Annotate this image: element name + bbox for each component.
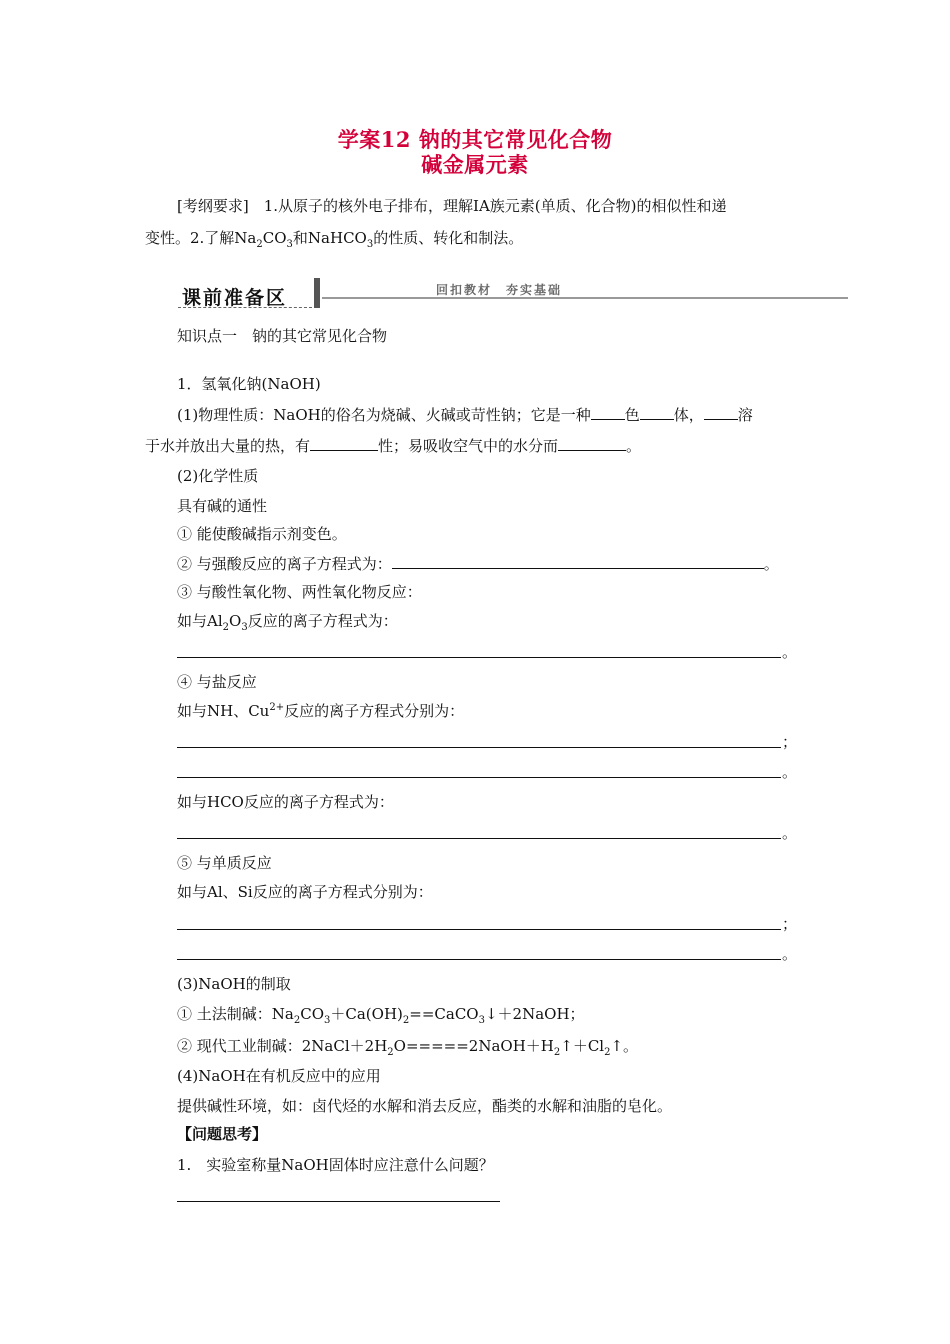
semicolon: ； xyxy=(782,733,798,751)
section-divider-rule xyxy=(322,297,848,299)
fill-blank[interactable] xyxy=(591,404,625,420)
question-heading: 【问题思考】 xyxy=(177,1125,268,1143)
period: 。 xyxy=(782,945,798,963)
requirements-text-1: 1.从原子的核外电子排布，理解ⅠA族元素(单质、化合物)的相似性和递 xyxy=(263,197,727,215)
physical-text-g: 。 xyxy=(626,437,642,455)
sub: 3 xyxy=(478,1015,485,1026)
text: ↑。 xyxy=(610,1037,639,1055)
requirements-line-2 xyxy=(145,228,523,248)
sub: 2 xyxy=(256,239,263,250)
organic-text: 提供碱性环境，如：卤代烃的水解和消去反应，酯类的水解和油脂的皂化。 xyxy=(177,1097,673,1115)
answer-line[interactable] xyxy=(177,776,781,778)
prep-item-2 xyxy=(177,1036,638,1056)
requirements-line-1 xyxy=(177,196,727,216)
knowledge-point: 知识点一 钠的其它常见化合物 xyxy=(177,327,388,345)
chem-item-2 xyxy=(177,553,779,574)
sub: 3 xyxy=(286,239,293,250)
period: 。 xyxy=(782,824,798,842)
physical-properties-line-1 xyxy=(177,404,753,425)
text: ① 土法制碱：Na xyxy=(177,1005,294,1023)
sub: 2 xyxy=(293,1015,301,1026)
chem-item-4-sub xyxy=(177,701,464,721)
physical-text-e: 于水并放出大量的热，有 xyxy=(145,437,311,455)
requirements-label: [考纲要求] xyxy=(177,197,249,215)
title-line-1: 学案12 钠的其它常见化合物 xyxy=(337,127,613,152)
answer-line[interactable] xyxy=(177,746,781,748)
answer-line[interactable] xyxy=(177,1200,500,1202)
chem-item-4-hco: 如与HCO反应的离子方程式为： xyxy=(177,793,394,811)
sub: 2 xyxy=(604,1047,611,1058)
answer-line[interactable] xyxy=(177,837,781,839)
sub: 3 xyxy=(241,622,248,633)
chem-item-5: ⑤ 与单质反应 xyxy=(177,854,272,872)
section-divider-bar xyxy=(314,278,320,308)
fill-blank[interactable] xyxy=(704,404,738,420)
chemical-heading: (2)化学性质 xyxy=(177,467,259,485)
semicolon: ； xyxy=(782,915,798,933)
text: ↓＋2NaOH； xyxy=(484,1005,585,1023)
chem-item-3: ③ 与酸性氧化物、两性氧化物反应： xyxy=(177,583,422,601)
fill-blank[interactable] xyxy=(558,435,626,451)
period: 。 xyxy=(782,643,798,661)
common-property: 具有碱的通性 xyxy=(177,497,268,515)
sub: 2 xyxy=(387,1047,394,1058)
physical-text-d: 溶 xyxy=(737,406,753,424)
physical-text-f: 性；易吸收空气中的水分而 xyxy=(378,437,559,455)
physical-properties-line-2 xyxy=(145,435,641,456)
text: 反应的离子方程式为： xyxy=(247,612,398,630)
text: ==CaCO xyxy=(409,1005,479,1023)
text: ＋Ca(OH) xyxy=(330,1005,403,1023)
sup: 2+ xyxy=(269,702,285,713)
text: 如与NH、Cu xyxy=(177,702,270,720)
requirements-text-2c: 和NaHCO xyxy=(292,229,367,247)
fill-blank[interactable] xyxy=(310,435,378,451)
answer-line[interactable] xyxy=(177,958,781,960)
text: 反应的离子方程式分别为： xyxy=(284,702,465,720)
chem-item-5-sub: 如与Al、Si反应的离子方程式分别为： xyxy=(177,883,433,901)
chem-item-2-text: ② 与强酸反应的离子方程式为： xyxy=(177,555,392,573)
answer-line[interactable] xyxy=(177,656,781,658)
text: O xyxy=(229,612,242,630)
section-heading-underline xyxy=(178,307,312,308)
requirements-text-2d: 的性质、转化和制法。 xyxy=(373,229,524,247)
chem-item-1: ① 能使酸碱指示剂变色。 xyxy=(177,525,347,543)
text: O=====2NaOH＋H xyxy=(393,1037,554,1055)
requirements-text-2a: 变性。2.了解Na xyxy=(145,229,257,247)
organic-heading: (4)NaOH在有机反应中的应用 xyxy=(177,1067,381,1085)
title-line-2: 碱金属元素 xyxy=(421,152,529,177)
text: 如与Al xyxy=(177,612,223,630)
physical-text-a: (1)物理性质：NaOH的俗名为烧碱、火碱或苛性钠；它是一种 xyxy=(177,406,591,424)
sub: 3 xyxy=(366,239,374,250)
period: 。 xyxy=(763,555,779,573)
prep-heading: (3)NaOH的制取 xyxy=(177,975,291,993)
period: 。 xyxy=(782,763,798,781)
item1-heading: 1．氢氧化钠(NaOH) xyxy=(177,375,321,393)
answer-line[interactable] xyxy=(177,928,781,930)
fill-blank[interactable] xyxy=(640,404,674,420)
prep-item-1 xyxy=(177,1004,585,1024)
sub: 2 xyxy=(222,622,230,633)
sub: 3 xyxy=(324,1015,331,1026)
answer-blank[interactable] xyxy=(392,553,764,569)
physical-text-c: 体， xyxy=(673,406,704,424)
chem-item-4: ④ 与盐反应 xyxy=(177,673,257,691)
section-tag: 回扣教材 夯实基础 xyxy=(436,283,563,297)
chem-item-3-sub xyxy=(177,611,398,631)
section-heading: 课前准备区 xyxy=(182,287,288,309)
text: ② 现代工业制碱：2NaCl＋2H xyxy=(177,1037,388,1055)
sub: 2 xyxy=(402,1015,410,1026)
sub: 2 xyxy=(553,1047,561,1058)
physical-text-b: 色 xyxy=(624,406,640,424)
text: ↑＋Cl xyxy=(560,1037,605,1055)
question-1: 1. 实验室称量NaOH固体时应注意什么问题？ xyxy=(177,1156,494,1174)
requirements-text-2b: CO xyxy=(262,229,287,247)
text: CO xyxy=(300,1005,324,1023)
